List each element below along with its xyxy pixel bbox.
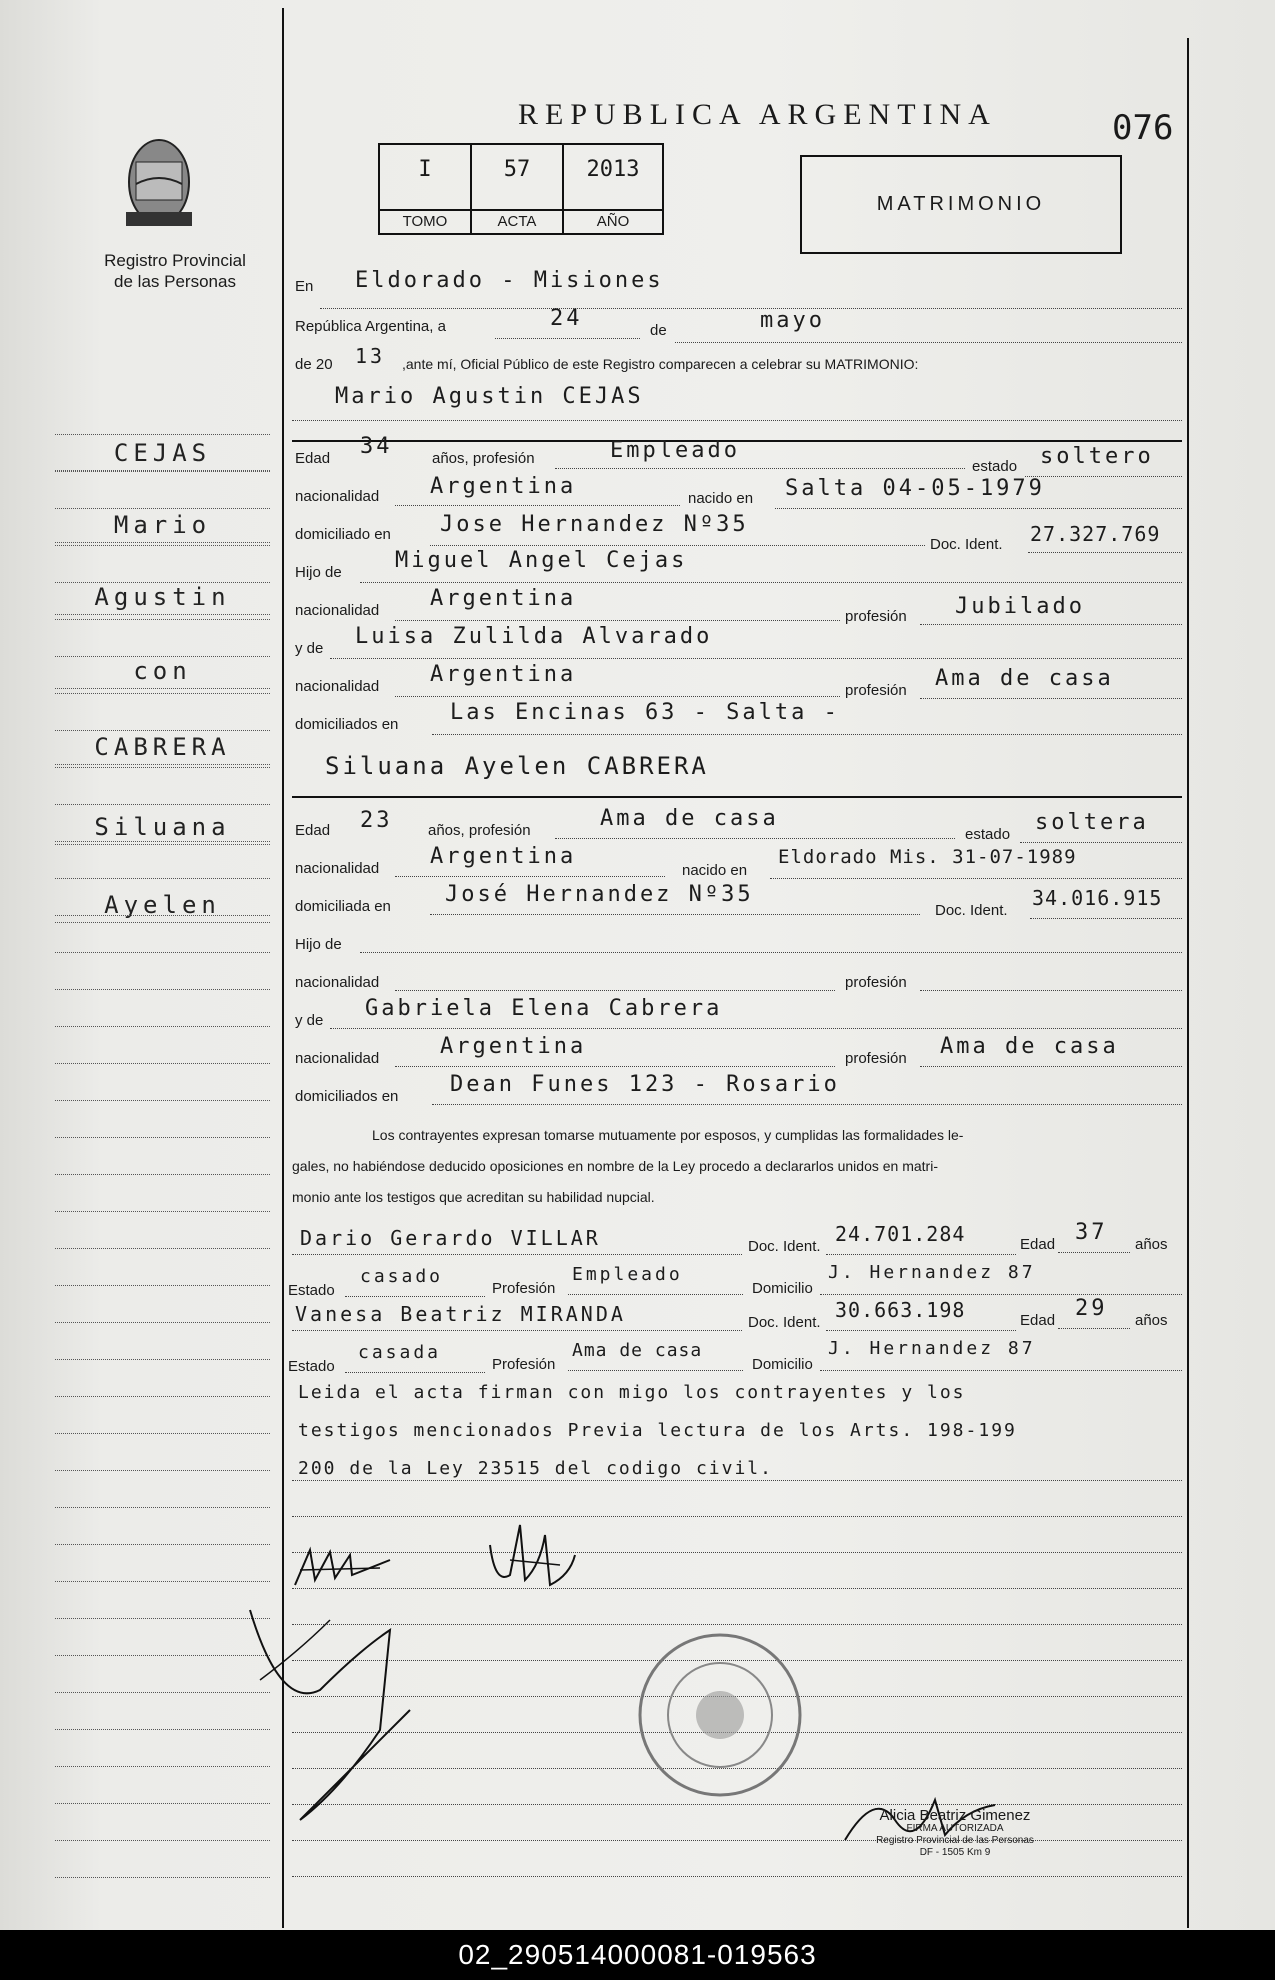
nac2-line [395, 876, 665, 877]
estado1-line [1025, 476, 1182, 477]
anios-label: años [1135, 1312, 1168, 1329]
acta-label: ACTA [472, 209, 562, 233]
anios-prof-label: años, profesión [432, 450, 535, 467]
padre1-line [360, 582, 1182, 583]
margin-ruled-line [55, 1544, 270, 1545]
domiciliados-label: domiciliados en [295, 1088, 399, 1105]
madre2-line [330, 1028, 1182, 1029]
dia-line [495, 338, 640, 339]
margin-ruled-line [55, 1618, 270, 1619]
tomo-value: I [418, 157, 432, 182]
madre2-nac-line [395, 1066, 835, 1067]
contrayente2-nombre: Siluana Ayelen CABRERA [325, 752, 709, 780]
t2-doc-line [826, 1330, 1016, 1331]
de20-label: de 20 [295, 356, 333, 373]
margin-name: CEJAS [55, 436, 270, 471]
margin-ruled-line [55, 1174, 270, 1175]
margin-ruled-line [55, 1766, 270, 1767]
testigo1-estado: casado [360, 1266, 444, 1287]
madre2-value: Gabriela Elena Cabrera [365, 996, 723, 1021]
nacionalidad-label: nacionalidad [295, 488, 380, 505]
nota-line1: Leida el acta firman con migo los contrayentes y los [298, 1382, 966, 1403]
declaracion-text [292, 1120, 1167, 1213]
bottom-ruled-line [292, 1516, 1182, 1517]
firma-direccion: DF - 1505 Km 9 [919, 1847, 991, 1858]
nacido1-value: Salta 04-05-1979 [785, 476, 1045, 501]
bottom-ruled-line [292, 1876, 1182, 1877]
margin-ruled-line [55, 1285, 270, 1286]
t2-edad-line [1058, 1328, 1130, 1329]
edad-label: Edad [295, 450, 331, 467]
margin-ruled-line [55, 693, 270, 694]
doc2-value: 34.016.915 [1032, 886, 1163, 910]
padres2-dom-value: Dean Funes 123 - Rosario [450, 1072, 840, 1097]
testigo1-domicilio: J. Hernandez 87 [828, 1262, 1036, 1283]
acto-type-box: MATRIMONIO [800, 155, 1122, 254]
margin-ruled-line [55, 730, 270, 731]
margin-name: CABRERA [55, 730, 270, 765]
declaracion-line3: monio ante los testigos que acreditan su habilidad nupcial. [292, 1189, 655, 1205]
profesion2-value: Ama de casa [600, 806, 779, 831]
margin-ruled-line [55, 989, 270, 990]
hijo-label: Hijo de [295, 936, 342, 953]
mes-value: mayo [760, 308, 825, 333]
bottom-ruled-line [292, 1480, 1182, 1481]
nacido2-line [770, 878, 1182, 879]
padre1-value: Miguel Angel Cejas [395, 548, 688, 573]
edad2-value: 23 [360, 808, 393, 833]
t2-estado-line [345, 1372, 485, 1373]
t1-dom-line [820, 1294, 1182, 1295]
doc-label: Doc. Ident. [935, 902, 1008, 919]
doc1-value: 27.327.769 [1030, 522, 1161, 546]
domicilio2-value: José Hernandez Nº35 [445, 882, 754, 907]
margin-ruled-line [55, 1396, 270, 1397]
t1-edad-line [1058, 1252, 1130, 1253]
registro-line1: Registro Provincial [104, 251, 246, 270]
estado2-value: soltera [1035, 810, 1149, 835]
dom1-line [430, 545, 925, 546]
estado-label: Estado [288, 1282, 335, 1299]
madre2-prof-line [920, 1066, 1182, 1067]
testigo1-nombre: Dario Gerardo VILLAR [300, 1226, 601, 1250]
madre1-prof-line [920, 698, 1182, 699]
nota-line3: 200 de la Ley 23515 del codigo civil. [298, 1458, 773, 1479]
padre2-prof-line [920, 990, 1182, 991]
profesion-label: profesión [845, 608, 907, 625]
misiones-crest-icon [118, 132, 200, 234]
doc-label: Doc. Ident. [748, 1314, 821, 1331]
margin-ruled-line [55, 1359, 270, 1360]
nac1-line [395, 505, 680, 506]
registro-line2: de las Personas [114, 272, 236, 291]
margin-ruled-line [55, 434, 270, 435]
section-divider [292, 796, 1182, 798]
t2-prof-line [568, 1370, 743, 1371]
signature-contrayente2 [480, 1505, 590, 1595]
domicilio1-value: Jose Hernandez Nº35 [440, 512, 749, 537]
dia-value: 24 [550, 306, 583, 331]
margin-ruled-line [55, 767, 270, 768]
margin-ruled-line [55, 804, 270, 805]
anios-prof-label: años, profesión [428, 822, 531, 839]
margin-ruled-line [55, 878, 270, 879]
tomo-label: TOMO [380, 209, 470, 233]
firma-cargo: FIRMA AUTORIZADA [906, 1823, 1004, 1834]
domiciliado-label: domiciliado en [295, 526, 391, 543]
prof2-line [555, 838, 955, 839]
t1-prof-line [568, 1294, 743, 1295]
edad-label: Edad [1020, 1312, 1056, 1329]
margin-name: Mario [55, 508, 270, 543]
firma-nombre: Alicia Beatriz Gimenez [879, 1807, 1031, 1824]
firma-autorizada [855, 1808, 1055, 1859]
estado1-value: soltero [1040, 444, 1154, 469]
acta-value: 57 [503, 157, 531, 182]
registro-label [60, 250, 290, 292]
margin-name: Ayelen [55, 888, 270, 923]
margin-name: Agustin [55, 580, 270, 615]
margin-ruled-line [55, 1322, 270, 1323]
margin-ruled-line [55, 1470, 270, 1471]
firma-registro: Registro Provincial de las Personas [876, 1835, 1034, 1846]
domiciliada-label: domiciliada en [295, 898, 391, 915]
margin-ruled-line [55, 1211, 270, 1212]
margin-ruled-line [55, 952, 270, 953]
profesion-label: profesión [845, 974, 907, 991]
margin-name: con [55, 654, 270, 689]
testigo2-estado: casada [358, 1342, 442, 1363]
padres1-dom-line [432, 734, 1182, 735]
comparecen-text: ,ante mí, Oficial Público de este Registro comparecen a celebrar su MATRIMONIO: [402, 356, 919, 372]
nacionalidad-label: nacionalidad [295, 678, 380, 695]
margin-ruled-line [55, 1581, 270, 1582]
profesion1-value: Empleado [610, 438, 740, 463]
lugar-value: Eldorado - Misiones [355, 268, 664, 293]
prof1-line [555, 468, 965, 469]
en-label: En [295, 278, 314, 295]
edad1-value: 34 [360, 434, 393, 459]
declaracion-line1: Los contrayentes expresan tomarse mutuamente por esposos, y cumplidas las formalidades le- [372, 1127, 964, 1143]
madre1-nac-value: Argentina [430, 662, 577, 687]
bottom-ruled-line [292, 1552, 1182, 1553]
madre2-prof-value: Ama de casa [940, 1034, 1119, 1059]
testigo2-profesion: Ama de casa [572, 1340, 703, 1361]
margin-ruled-line [55, 1063, 270, 1064]
margin-ruled-line [55, 1100, 270, 1101]
margin-ruled-line [55, 656, 270, 657]
padre1-nac-line [395, 620, 840, 621]
margin-ruled-line [55, 619, 270, 620]
doc-label: Doc. Ident. [748, 1238, 821, 1255]
hijo-label: Hijo de [295, 564, 342, 581]
signature-testigos [240, 1590, 460, 1840]
nacionalidad1-value: Argentina [430, 474, 577, 499]
edad-label: Edad [295, 822, 331, 839]
testigo2-edad: 29 [1075, 1296, 1108, 1321]
anios-label: años [1135, 1236, 1168, 1253]
madre1-line [330, 658, 1182, 659]
madre1-nac-line [395, 696, 840, 697]
estado-label: estado [965, 826, 1011, 843]
padres2-dom-line [432, 1104, 1182, 1105]
t1-doc-line [826, 1254, 1016, 1255]
padre2-nac-line [395, 990, 835, 991]
tomo-acta-anio-box [378, 143, 664, 235]
madre2-nac-value: Argentina [440, 1034, 587, 1059]
padres1-dom-value: Las Encinas 63 - Salta - [450, 700, 840, 725]
yde-label: y de [295, 640, 324, 657]
estado2-line [1020, 842, 1182, 843]
right-vertical-rule [1187, 38, 1189, 1928]
padre1-prof-line [920, 624, 1182, 625]
acta-cell [472, 145, 564, 233]
de-label: de [650, 322, 667, 339]
padre1-nac-value: Argentina [430, 586, 577, 611]
margin-ruled-line [55, 1692, 270, 1693]
margin-ruled-line [55, 1507, 270, 1508]
domiciliados-label: domiciliados en [295, 716, 399, 733]
margin-ruled-line [55, 582, 270, 583]
nacionalidad-label: nacionalidad [295, 602, 380, 619]
nota-line2: testigos mencionados Previa lectura de los Arts. 198-199 [298, 1420, 1017, 1441]
margin-ruled-line [55, 1803, 270, 1804]
margin-ruled-line [55, 1877, 270, 1878]
testigo2-doc: 30.663.198 [835, 1298, 966, 1322]
nacionalidad2-value: Argentina [430, 844, 577, 869]
nacionalidad-label: nacionalidad [295, 974, 380, 991]
testigo1-line [292, 1254, 742, 1255]
margin-ruled-line [55, 1840, 270, 1841]
padre2-line [360, 952, 1182, 953]
margin-ruled-line [55, 508, 270, 509]
bottom-ruled-line [292, 1588, 1182, 1589]
testigo2-domicilio: J. Hernandez 87 [828, 1338, 1036, 1359]
margin-ruled-line [55, 1248, 270, 1249]
t1-estado-line [345, 1296, 485, 1297]
nacido-label: nacido en [682, 862, 748, 879]
margin-ruled-line [55, 471, 270, 472]
contrayente1-nombre: Mario Agustin CEJAS [335, 384, 644, 409]
domicilio-label: Domicilio [752, 1280, 813, 1297]
profesion-label: profesión [845, 682, 907, 699]
doc2-line [1030, 918, 1182, 919]
testigo2-nombre: Vanesa Beatriz MIRANDA [295, 1302, 626, 1326]
profesion-label: profesión [845, 1050, 907, 1067]
tomo-cell [380, 145, 472, 233]
edad-label: Edad [1020, 1236, 1056, 1253]
nacionalidad-label: nacionalidad [295, 860, 380, 877]
doc1-line [1028, 552, 1182, 553]
nombre1-line [292, 420, 1182, 421]
declaracion-line2: gales, no habiéndose deducido oposiciones en nombre de la Ley procedo a declararlos unidos en matri- [292, 1158, 938, 1174]
margin-ruled-line [55, 1026, 270, 1027]
dom2-line [430, 914, 920, 915]
margin-ruled-line [55, 841, 270, 842]
margin-ruled-line [55, 1655, 270, 1656]
margin-name: Siluana [55, 810, 270, 845]
nacido2-value: Eldorado Mis. 31-07-1989 [778, 846, 1077, 868]
madre1-prof-value: Ama de casa [935, 666, 1114, 691]
folio-number: 076 [1112, 108, 1174, 148]
anio-label: AÑO [564, 209, 662, 233]
margin-ruled-line [55, 1137, 270, 1138]
nacido1-line [775, 508, 1182, 509]
madre1-value: Luisa Zulilda Alvarado [355, 624, 713, 649]
testigo1-profesion: Empleado [572, 1264, 683, 1285]
testigo1-doc: 24.701.284 [835, 1222, 966, 1246]
anio-escrito: 13 [355, 344, 386, 368]
doc-label: Doc. Ident. [930, 536, 1003, 553]
estado-label: Estado [288, 1358, 335, 1375]
estado-label: estado [972, 458, 1018, 475]
profesion-label: Profesión [492, 1280, 556, 1297]
margin-ruled-line [55, 1433, 270, 1434]
republica-label: República Argentina, a [295, 318, 446, 335]
margin-ruled-line [55, 1729, 270, 1730]
nacido-label: nacido en [688, 490, 754, 507]
en-line [320, 308, 1182, 309]
domicilio-label: Domicilio [752, 1356, 813, 1373]
t2-dom-line [820, 1370, 1182, 1371]
yde-label: y de [295, 1012, 324, 1029]
profesion-label: Profesión [492, 1356, 556, 1373]
anio-cell [564, 145, 662, 233]
official-stamp-icon [635, 1630, 805, 1800]
document-code: 02_290514000081-019563 [0, 1930, 1275, 1980]
page-title: REPUBLICA ARGENTINA [518, 98, 997, 131]
testigo2-line [292, 1330, 742, 1331]
margin-ruled-line [55, 545, 270, 546]
testigo1-edad: 37 [1075, 1220, 1108, 1245]
padre1-prof-value: Jubilado [955, 594, 1085, 619]
nacionalidad-label: nacionalidad [295, 1050, 380, 1067]
margin-ruled-line [55, 915, 270, 916]
anio-value: 2013 [586, 157, 640, 182]
mes-line [675, 342, 1182, 343]
